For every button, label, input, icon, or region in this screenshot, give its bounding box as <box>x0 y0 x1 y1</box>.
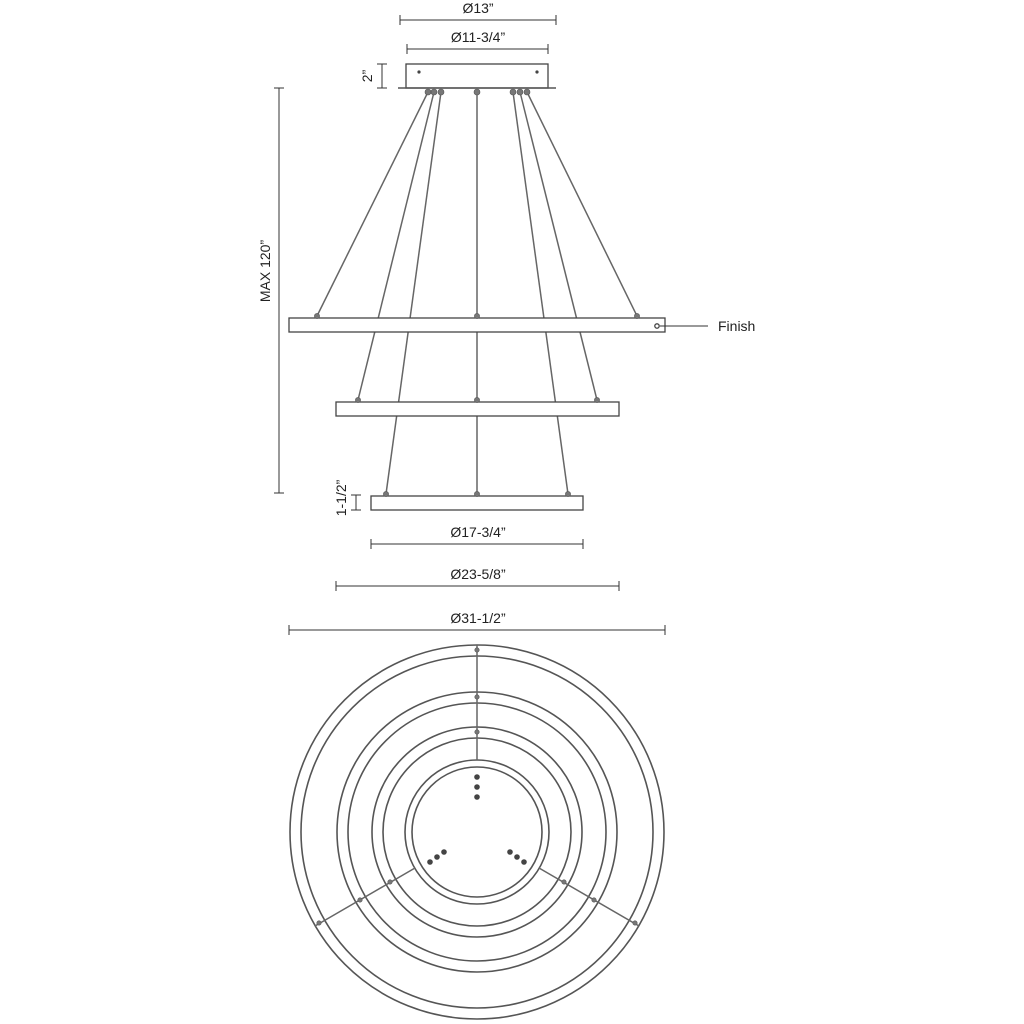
dim-canopy-diameter <box>400 0 556 25</box>
dim-canopy-height <box>359 64 387 88</box>
medium-ring-diameter-label: Ø23-5/8” <box>450 566 506 582</box>
canopy-height-label: 2” <box>359 69 375 83</box>
small-ring-diameter-label: Ø17-3/4” <box>450 524 506 540</box>
finish-label: Finish <box>718 318 756 334</box>
plan-view <box>290 645 664 1019</box>
dim-canopy-inner-diameter <box>407 29 548 54</box>
max-height-label: MAX 120” <box>257 239 273 303</box>
large-ring-side <box>289 313 665 332</box>
side-elevation <box>257 0 755 635</box>
finish-callout <box>660 318 755 334</box>
medium-ring-side <box>336 397 619 416</box>
dim-large-ring-diameter <box>289 610 665 635</box>
suspension-wires <box>317 92 637 494</box>
dim-medium-ring-diameter <box>336 566 619 591</box>
canopy-diameter-label: Ø13” <box>462 0 494 16</box>
canopy <box>398 64 556 95</box>
dim-max-height <box>257 88 284 493</box>
canopy-outer <box>405 760 549 904</box>
canopy-wire-holes <box>427 774 527 865</box>
canopy-inner-diameter-label: Ø11-3/4” <box>450 29 506 45</box>
large-ring-diameter-label: Ø31-1/2” <box>450 610 506 626</box>
dim-ring-height <box>333 479 361 516</box>
dim-small-ring-diameter <box>371 524 583 549</box>
small-ring-side <box>371 491 583 510</box>
ring-height-label: 1-1/2” <box>333 479 349 517</box>
